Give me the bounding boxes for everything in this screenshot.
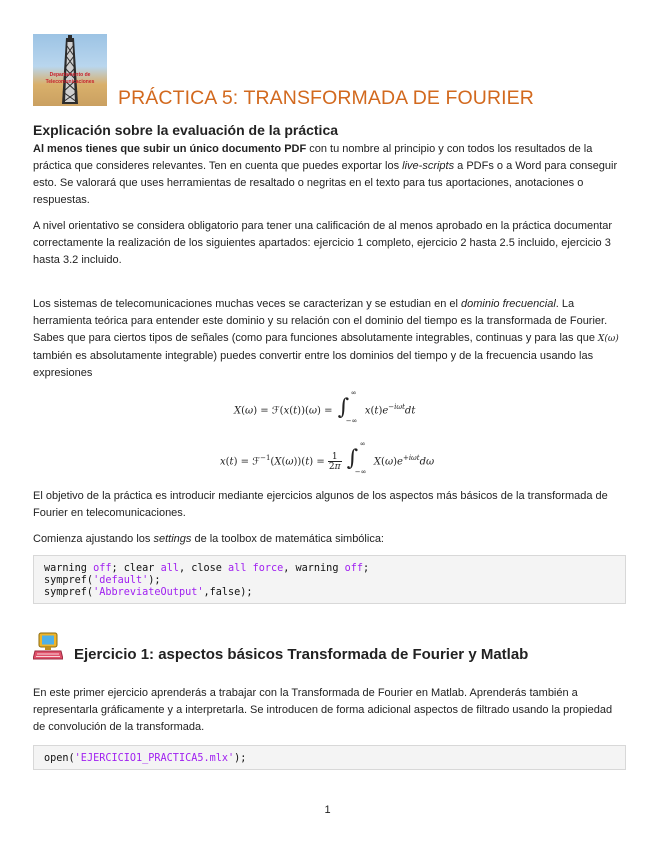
logo-text-1: Departamento de [49,72,91,78]
evaluation-heading: Explicación sobre la evaluación de la práctica [33,122,339,138]
logo-text-2: Telecomunicaciones [45,79,95,85]
settings-paragraph: Comienza ajustando los settings de la toolbox de matemática simbólica: [33,533,384,545]
equation-fourier: X(ω) = ℱ(x(t))(ω) = ∫ ∞ −∞ $x(t)e^{-i\omega t}dt$ [234,389,416,425]
code-line-1: warning off; clear all, close all force, warning off; [44,563,370,574]
page-number: 1 [324,804,331,816]
code-block-open[interactable] [33,745,626,770]
exercise-1-heading: Ejercicio 1: aspectos básicos Transformada de Fourier y Matlab [74,646,529,663]
equation-inverse-fourier: x(t) = ℱ$^{-1}$(X(ω))(t) = 1 2π ∫ ∞ −∞ $X(\omega)e^{+i\omega t}d\omega$ [220,440,435,476]
code-line-open: open('EJERCICIO1_PRACTICA5.mlx'); [44,753,247,764]
code-line-2: sympref('default'); [44,575,161,586]
evaluation-paragraph-2: A nivel orientativo se considera obligatorio para tener una calificación de al menos aprobado en la práctica documentar correctamente la realización de los siguientes apartados: ejercicio 1 completo, ejercicio 2 hasta 2.5 incluido, ejercicio 3 hasta 3.2 incluido. [33,220,613,266]
exercise-1-paragraph: En este primer ejercicio aprenderás a trabajar con la Transformada de Fourier en Matlab. Aprenderás también a representarla gráficamente y a interpretarla. Se introducen de forma adicional aspectos de filtrado usando la propiedad de convolución de la transformada. [33,687,613,733]
intro-paragraph: Los sistemas de telecomunicaciones muchas veces se caracterizan y se estudian en el dominio frecuencial. La herramienta teórica para entender este dominio y su relación con el dominio del tiempo es la transformada de Fourier. Sabes que para ciertos tipos de señales (como para funciones absolutamente integrables, continuas y para las que X(ω) también es absolutamente integrable) puedes convertir entre los dominios del tiempo y de la frecuencia usando las expresiones [33,298,619,379]
evaluation-bold-text: Al menos tienes que subir un único documento PDF [33,143,307,155]
evaluation-paragraph-1: Al menos tienes que subir un único documento PDF con tu nombre al principio y con todos los resultados de la práctica que consideres relevantes. Ten en cuenta que puedes exportar los live-scripts a PDFs o a Word para conseguir esto. Se valorará que uses herramientas de resaltado o negritas en el texto para tus aportaciones, anotaciones o respuestas. [33,143,618,206]
tower-logo [33,34,107,106]
objective-paragraph: El objetivo de la práctica es introducir mediante ejercicios algunos de los aspectos más básicos de la transformada de Fourier en telecomunicaciones. [33,490,608,519]
page-title: PRÁCTICA 5: TRANSFORMADA DE FOURIER [118,87,534,109]
code-line-3: sympref('AbbreviateOutput',false); [44,587,253,598]
inline-math: X(ω) [598,334,619,344]
computer-icon [33,632,63,660]
code-block-settings[interactable] [33,555,626,604]
